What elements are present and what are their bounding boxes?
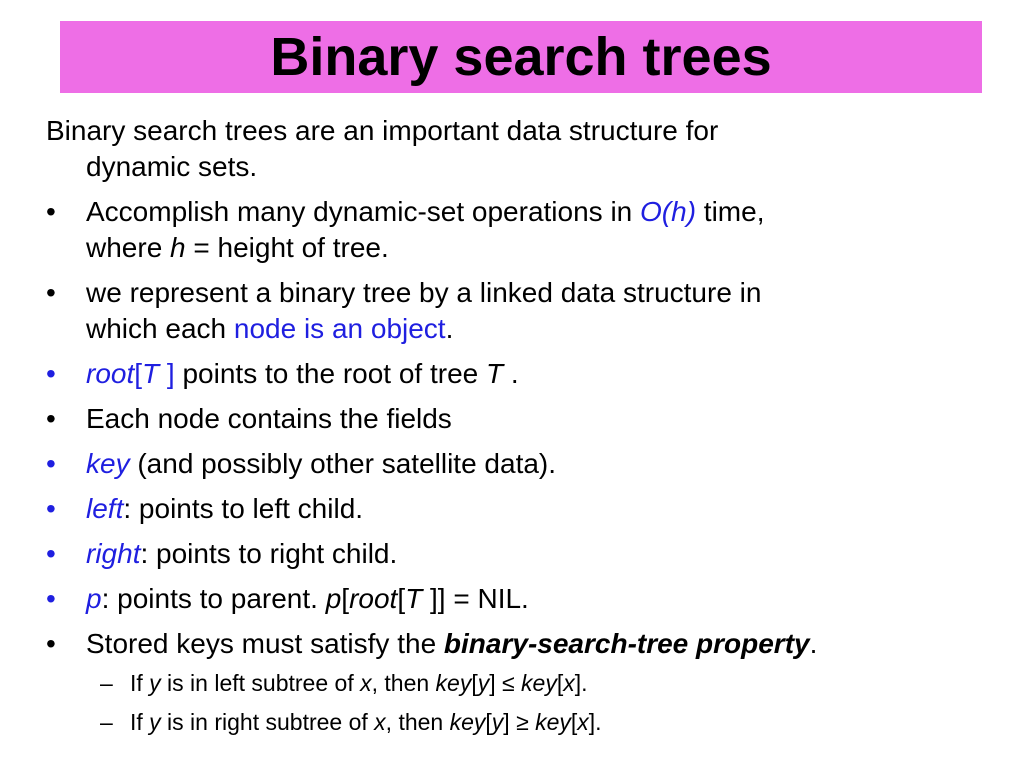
bullet-text: points to the root of tree xyxy=(174,358,486,389)
p-variable: p xyxy=(325,583,342,614)
x-variable: x xyxy=(360,670,372,696)
bracket: [ xyxy=(471,670,478,696)
sub-text: ] ≤ xyxy=(489,670,522,696)
root-variable: root xyxy=(349,583,398,614)
bracket: [ xyxy=(134,358,143,389)
sub-text: is in left subtree of xyxy=(160,670,361,696)
bullet-marker: • xyxy=(46,196,56,227)
bullet-text: where xyxy=(86,232,171,263)
bullet-text: . xyxy=(809,628,818,659)
x-variable: x xyxy=(563,670,575,696)
big-o-term: O(h) xyxy=(640,196,697,227)
sub-text: is in right subtree of xyxy=(160,709,375,735)
bullet-item-key xyxy=(46,446,1006,482)
bullet-item-property xyxy=(46,626,1006,662)
y-variable: y xyxy=(149,670,161,696)
sub-text: ]. xyxy=(588,709,602,735)
sub-text: If xyxy=(130,670,150,696)
bullet-text: Each node contains the fields xyxy=(86,403,452,434)
slide-body xyxy=(46,113,1006,737)
bullet-text: Stored keys must satisfy the xyxy=(86,628,444,659)
bracket: [ xyxy=(556,670,564,696)
t-variable: T xyxy=(405,583,423,614)
root-term: root xyxy=(86,358,135,389)
bullet-text: : points to left child. xyxy=(123,493,364,524)
bullet-text: ]] = NIL. xyxy=(422,583,529,614)
key-variable: key xyxy=(449,709,486,735)
bullet-text: : points to parent. xyxy=(101,583,326,614)
bullet-text: which each xyxy=(86,313,234,344)
x-variable: x xyxy=(374,709,386,735)
bracket: [ xyxy=(570,709,578,735)
bullet-marker: • xyxy=(46,583,56,614)
sub-item-left-subtree xyxy=(46,668,1006,698)
h-variable: h xyxy=(170,232,186,263)
bullet-item-fields xyxy=(46,401,1006,437)
bullet-item-left xyxy=(46,491,1006,527)
p-term: p xyxy=(86,583,102,614)
sub-item-right-subtree xyxy=(46,707,1006,737)
sub-text: , then xyxy=(371,670,436,696)
key-variable: key xyxy=(521,670,557,696)
bullet-marker: • xyxy=(46,628,56,659)
node-object-term: node is an object xyxy=(233,313,446,344)
bullet-marker: • xyxy=(46,448,56,479)
sub-text: If xyxy=(130,709,150,735)
bracket: [ xyxy=(397,583,406,614)
dash-marker: – xyxy=(100,709,113,735)
bullet-item-operations xyxy=(46,194,1006,266)
intro-line-1: Binary search trees are an important data structure for xyxy=(46,115,719,146)
left-term: left xyxy=(86,493,124,524)
y-variable: y xyxy=(477,670,490,696)
intro-line-2: dynamic sets. xyxy=(86,151,258,182)
bullet-text: Accomplish many dynamic-set operations in xyxy=(86,196,641,227)
bullet-marker: • xyxy=(46,358,56,389)
key-term: key xyxy=(86,448,130,479)
bullet-item-root xyxy=(46,356,1006,392)
bullet-item-parent xyxy=(46,581,1006,617)
bullet-marker: • xyxy=(46,403,56,434)
bst-property-term: binary-search-tree property xyxy=(443,628,810,659)
bracket: [ xyxy=(485,709,492,735)
sub-text: ]. xyxy=(574,670,588,696)
bullet-text: (and possibly other satellite data). xyxy=(129,448,557,479)
sub-text: , then xyxy=(385,709,450,735)
bullet-marker: • xyxy=(46,277,56,308)
bullet-text: . xyxy=(445,313,454,344)
t-variable: T xyxy=(142,358,160,389)
slide-title: Binary search trees xyxy=(270,27,772,87)
bullet-text: time, xyxy=(696,196,765,227)
right-term: right xyxy=(86,538,141,569)
bullet-item-right xyxy=(46,536,1006,572)
bullet-marker: • xyxy=(46,538,56,569)
y-variable: y xyxy=(491,709,504,735)
bracket: ] xyxy=(159,358,175,389)
bullet-item-representation xyxy=(46,275,1006,347)
key-variable: key xyxy=(435,670,472,696)
bullet-marker: • xyxy=(46,493,56,524)
key-variable: key xyxy=(535,709,571,735)
sub-text: ] ≥ xyxy=(503,709,536,735)
bullet-text: . xyxy=(503,358,519,389)
bullet-text: = height of tree. xyxy=(185,232,389,263)
t-variable: T xyxy=(486,358,504,389)
title-bar xyxy=(60,21,982,93)
bracket: [ xyxy=(341,583,350,614)
bullet-text: we represent a binary tree by a linked data structure in xyxy=(86,277,762,308)
bullet-text: : points to right child. xyxy=(140,538,398,569)
x-variable: x xyxy=(577,709,589,735)
y-variable: y xyxy=(149,709,161,735)
dash-marker: – xyxy=(100,670,113,696)
